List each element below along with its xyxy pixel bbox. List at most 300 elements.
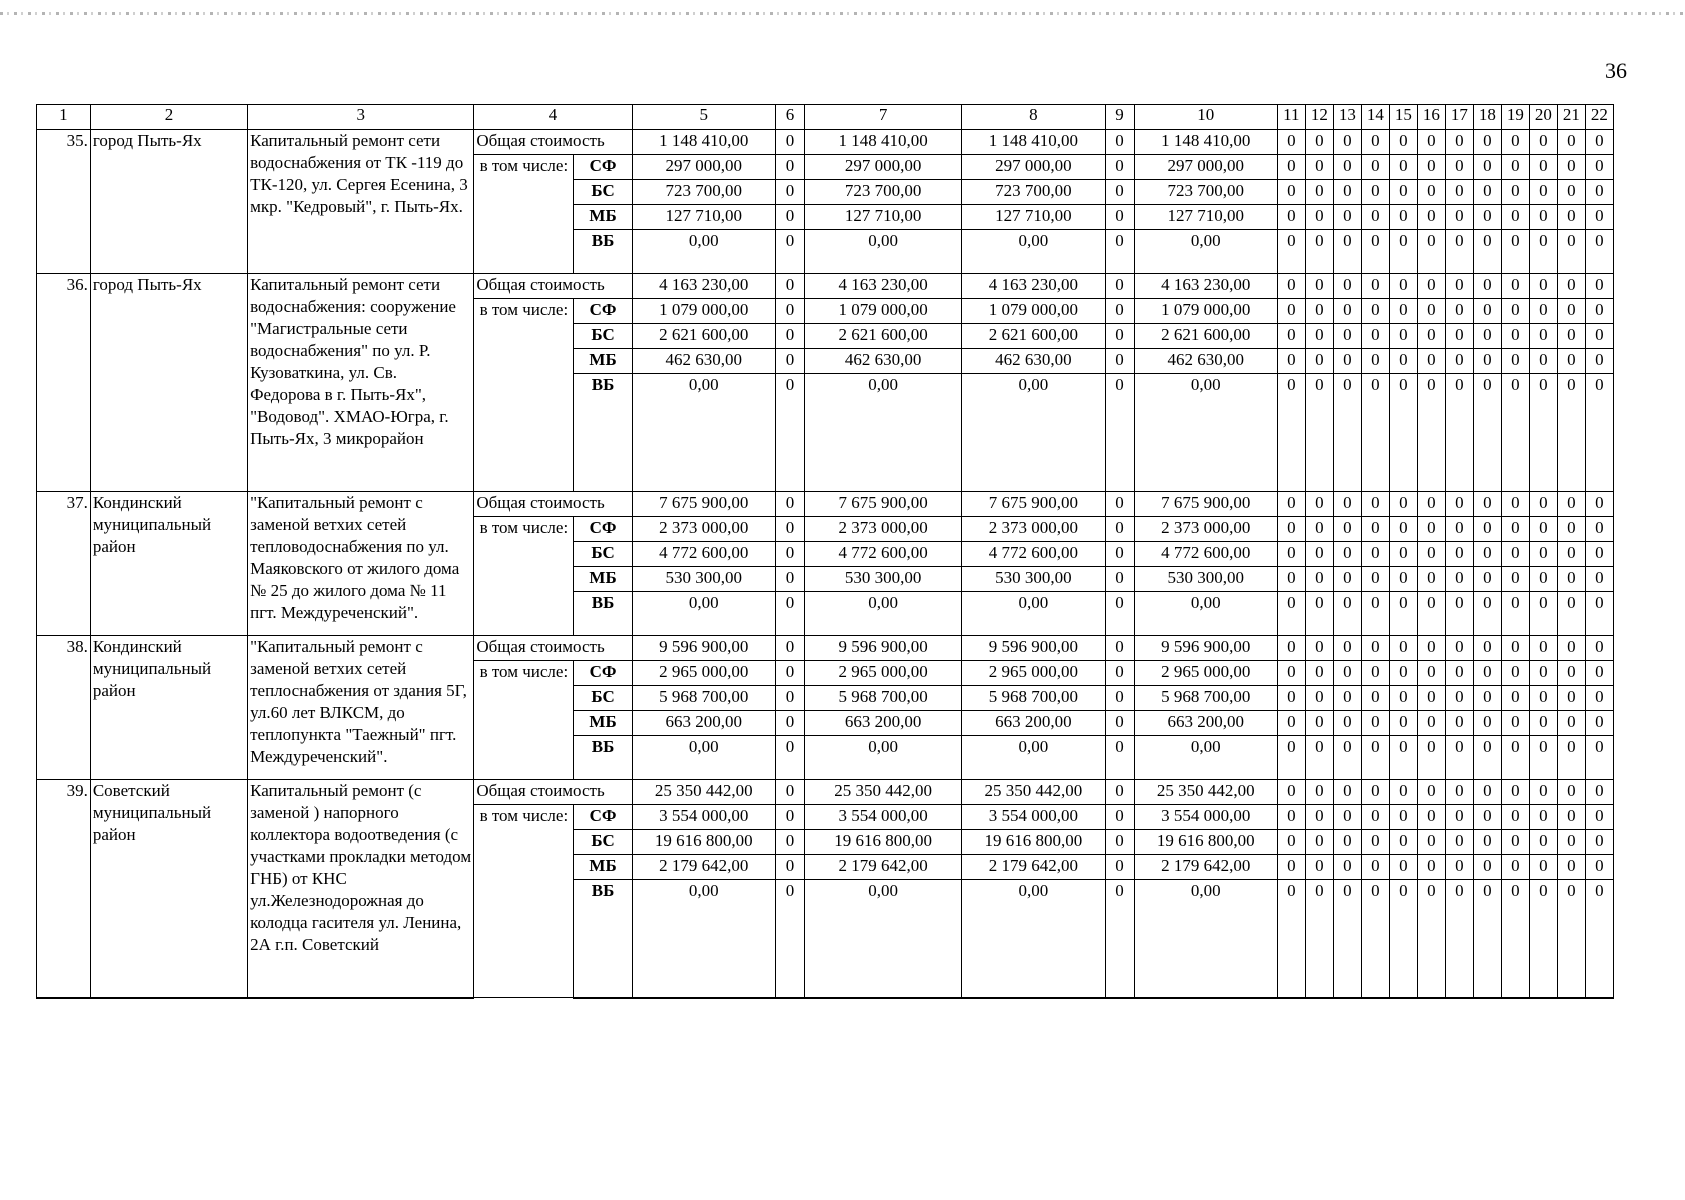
col10-total: 4 163 230,00	[1134, 274, 1277, 299]
col7-value: 0,00	[804, 230, 961, 274]
municipality-cell: Кондинский муниципальный район	[90, 492, 247, 636]
col17-zero: 0	[1445, 299, 1473, 324]
col14-zero: 0	[1361, 592, 1389, 636]
col15-zero: 0	[1389, 130, 1417, 155]
col15-zero: 0	[1389, 592, 1417, 636]
col20-zero: 0	[1529, 324, 1557, 349]
col8-value: 0,00	[962, 592, 1105, 636]
col13-zero: 0	[1333, 324, 1361, 349]
table-row	[37, 130, 1614, 155]
col14-zero: 0	[1361, 205, 1389, 230]
col17-zero: 0	[1445, 567, 1473, 592]
description-cell: "Капитальный ремонт с заменой ветхих сетей теплоснабжения от здания 5Г, ул.60 лет ВЛКСМ, до теплопункта "Таежный" пгт. Междуреченский".	[248, 636, 474, 780]
col21-zero: 0	[1557, 736, 1585, 780]
col9-zero: 0	[1105, 130, 1134, 155]
col14-zero: 0	[1361, 274, 1389, 299]
col9-zero: 0	[1105, 205, 1134, 230]
col12-zero: 0	[1305, 180, 1333, 205]
col16-zero: 0	[1417, 155, 1445, 180]
col10-value: 0,00	[1134, 880, 1277, 998]
col9-zero: 0	[1105, 736, 1134, 780]
col19-zero: 0	[1501, 374, 1529, 492]
column-header: 19	[1501, 105, 1529, 130]
col7-total: 9 596 900,00	[804, 636, 961, 661]
col18-zero: 0	[1473, 274, 1501, 299]
col16-zero: 0	[1417, 780, 1445, 805]
col9-zero: 0	[1105, 155, 1134, 180]
col6-zero: 0	[775, 592, 804, 636]
column-header: 17	[1445, 105, 1473, 130]
col20-zero: 0	[1529, 880, 1557, 998]
column-header: 11	[1277, 105, 1305, 130]
col7-value: 462 630,00	[804, 349, 961, 374]
col17-zero: 0	[1445, 492, 1473, 517]
col19-zero: 0	[1501, 517, 1529, 542]
col16-zero: 0	[1417, 299, 1445, 324]
col17-zero: 0	[1445, 205, 1473, 230]
col10-total: 25 350 442,00	[1134, 780, 1277, 805]
col20-zero: 0	[1529, 274, 1557, 299]
col11-zero: 0	[1277, 155, 1305, 180]
col9-zero: 0	[1105, 805, 1134, 830]
col10-value: 1 079 000,00	[1134, 299, 1277, 324]
col20-zero: 0	[1529, 349, 1557, 374]
col21-zero: 0	[1557, 542, 1585, 567]
col13-zero: 0	[1333, 592, 1361, 636]
col14-zero: 0	[1361, 736, 1389, 780]
source-label: ВБ	[574, 736, 632, 780]
row-index: 38.	[37, 636, 91, 780]
col18-zero: 0	[1473, 205, 1501, 230]
col22-zero: 0	[1585, 711, 1613, 736]
col8-value: 127 710,00	[962, 205, 1105, 230]
col9-zero: 0	[1105, 855, 1134, 880]
col6-zero: 0	[775, 299, 804, 324]
col18-zero: 0	[1473, 155, 1501, 180]
column-header: 16	[1417, 105, 1445, 130]
col9-zero: 0	[1105, 324, 1134, 349]
col21-zero: 0	[1557, 661, 1585, 686]
row-index: 36.	[37, 274, 91, 492]
col16-zero: 0	[1417, 686, 1445, 711]
col18-zero: 0	[1473, 542, 1501, 567]
col17-zero: 0	[1445, 374, 1473, 492]
col10-total: 9 596 900,00	[1134, 636, 1277, 661]
col20-zero: 0	[1529, 299, 1557, 324]
col16-zero: 0	[1417, 492, 1445, 517]
col12-zero: 0	[1305, 592, 1333, 636]
col6-zero: 0	[775, 830, 804, 855]
source-label: СФ	[574, 155, 632, 180]
col7-value: 0,00	[804, 736, 961, 780]
col9-zero: 0	[1105, 636, 1134, 661]
col21-zero: 0	[1557, 349, 1585, 374]
col13-zero: 0	[1333, 805, 1361, 830]
col10-value: 2 965 000,00	[1134, 661, 1277, 686]
col21-zero: 0	[1557, 230, 1585, 274]
col8-value: 0,00	[962, 880, 1105, 998]
col9-zero: 0	[1105, 180, 1134, 205]
col9-zero: 0	[1105, 780, 1134, 805]
col18-zero: 0	[1473, 349, 1501, 374]
col8-total: 1 148 410,00	[962, 130, 1105, 155]
col11-zero: 0	[1277, 349, 1305, 374]
col6-zero: 0	[775, 130, 804, 155]
col19-zero: 0	[1501, 274, 1529, 299]
col13-zero: 0	[1333, 130, 1361, 155]
col21-zero: 0	[1557, 180, 1585, 205]
col22-zero: 0	[1585, 299, 1613, 324]
source-label: БС	[574, 830, 632, 855]
col5-value: 0,00	[632, 736, 775, 780]
col5-value: 2 373 000,00	[632, 517, 775, 542]
col12-zero: 0	[1305, 661, 1333, 686]
col18-zero: 0	[1473, 299, 1501, 324]
col14-zero: 0	[1361, 567, 1389, 592]
col7-value: 2 179 642,00	[804, 855, 961, 880]
column-header: 10	[1134, 105, 1277, 130]
col5-value: 0,00	[632, 374, 775, 492]
col22-zero: 0	[1585, 686, 1613, 711]
col12-zero: 0	[1305, 155, 1333, 180]
row-index: 39.	[37, 780, 91, 998]
col10-value: 2 179 642,00	[1134, 855, 1277, 880]
col12-zero: 0	[1305, 686, 1333, 711]
column-header: 7	[804, 105, 961, 130]
col14-zero: 0	[1361, 880, 1389, 998]
col19-zero: 0	[1501, 711, 1529, 736]
col14-zero: 0	[1361, 374, 1389, 492]
col12-zero: 0	[1305, 349, 1333, 374]
source-label: СФ	[574, 805, 632, 830]
col11-zero: 0	[1277, 592, 1305, 636]
source-label: ВБ	[574, 374, 632, 492]
col19-zero: 0	[1501, 492, 1529, 517]
col20-zero: 0	[1529, 517, 1557, 542]
col20-zero: 0	[1529, 492, 1557, 517]
column-header: 14	[1361, 105, 1389, 130]
col8-value: 4 772 600,00	[962, 542, 1105, 567]
col20-zero: 0	[1529, 686, 1557, 711]
col5-value: 0,00	[632, 230, 775, 274]
column-header: 20	[1529, 105, 1557, 130]
scan-noise-line	[0, 12, 1685, 15]
col5-value: 4 772 600,00	[632, 542, 775, 567]
col13-zero: 0	[1333, 230, 1361, 274]
col20-zero: 0	[1529, 805, 1557, 830]
col13-zero: 0	[1333, 542, 1361, 567]
col10-total: 1 148 410,00	[1134, 130, 1277, 155]
col21-zero: 0	[1557, 830, 1585, 855]
col10-value: 0,00	[1134, 230, 1277, 274]
col13-zero: 0	[1333, 180, 1361, 205]
col6-zero: 0	[775, 349, 804, 374]
col19-zero: 0	[1501, 592, 1529, 636]
column-header: 12	[1305, 105, 1333, 130]
col19-zero: 0	[1501, 661, 1529, 686]
col7-total: 1 148 410,00	[804, 130, 961, 155]
table-row	[37, 274, 1614, 299]
col11-zero: 0	[1277, 299, 1305, 324]
municipality-cell: город Пыть-Ях	[90, 130, 247, 274]
col7-total: 7 675 900,00	[804, 492, 961, 517]
col17-zero: 0	[1445, 711, 1473, 736]
col19-zero: 0	[1501, 855, 1529, 880]
col5-value: 462 630,00	[632, 349, 775, 374]
col12-zero: 0	[1305, 492, 1333, 517]
col19-zero: 0	[1501, 130, 1529, 155]
col16-zero: 0	[1417, 349, 1445, 374]
col22-zero: 0	[1585, 592, 1613, 636]
col18-zero: 0	[1473, 805, 1501, 830]
col20-zero: 0	[1529, 711, 1557, 736]
column-header: 9	[1105, 105, 1134, 130]
col6-zero: 0	[775, 686, 804, 711]
col14-zero: 0	[1361, 686, 1389, 711]
col15-zero: 0	[1389, 180, 1417, 205]
col18-zero: 0	[1473, 855, 1501, 880]
col22-zero: 0	[1585, 736, 1613, 780]
col11-zero: 0	[1277, 205, 1305, 230]
column-header: 18	[1473, 105, 1501, 130]
col5-value: 2 179 642,00	[632, 855, 775, 880]
col14-zero: 0	[1361, 805, 1389, 830]
col6-zero: 0	[775, 542, 804, 567]
col21-zero: 0	[1557, 274, 1585, 299]
col17-zero: 0	[1445, 349, 1473, 374]
col16-zero: 0	[1417, 736, 1445, 780]
column-header: 2	[90, 105, 247, 130]
col10-value: 297 000,00	[1134, 155, 1277, 180]
col15-zero: 0	[1389, 492, 1417, 517]
col10-value: 0,00	[1134, 374, 1277, 492]
col7-value: 530 300,00	[804, 567, 961, 592]
col20-zero: 0	[1529, 780, 1557, 805]
col20-zero: 0	[1529, 542, 1557, 567]
col10-value: 663 200,00	[1134, 711, 1277, 736]
col16-zero: 0	[1417, 592, 1445, 636]
col6-zero: 0	[775, 517, 804, 542]
col21-zero: 0	[1557, 205, 1585, 230]
col8-value: 1 079 000,00	[962, 299, 1105, 324]
column-header: 6	[775, 105, 804, 130]
col18-zero: 0	[1473, 324, 1501, 349]
source-label: БС	[574, 542, 632, 567]
col6-zero: 0	[775, 780, 804, 805]
col17-zero: 0	[1445, 636, 1473, 661]
column-header: 21	[1557, 105, 1585, 130]
col5-value: 0,00	[632, 880, 775, 998]
col5-value: 297 000,00	[632, 155, 775, 180]
col22-zero: 0	[1585, 324, 1613, 349]
source-label: БС	[574, 180, 632, 205]
col21-zero: 0	[1557, 805, 1585, 830]
col17-zero: 0	[1445, 517, 1473, 542]
col20-zero: 0	[1529, 661, 1557, 686]
col11-zero: 0	[1277, 855, 1305, 880]
total-label: Общая стоимость	[474, 780, 632, 805]
col6-zero: 0	[775, 374, 804, 492]
source-label: МБ	[574, 205, 632, 230]
col12-zero: 0	[1305, 830, 1333, 855]
col8-value: 3 554 000,00	[962, 805, 1105, 830]
col15-zero: 0	[1389, 274, 1417, 299]
col17-zero: 0	[1445, 180, 1473, 205]
column-header: 3	[248, 105, 474, 130]
col6-zero: 0	[775, 274, 804, 299]
col10-total: 7 675 900,00	[1134, 492, 1277, 517]
col8-total: 9 596 900,00	[962, 636, 1105, 661]
col10-value: 723 700,00	[1134, 180, 1277, 205]
col15-zero: 0	[1389, 349, 1417, 374]
col11-zero: 0	[1277, 686, 1305, 711]
col11-zero: 0	[1277, 567, 1305, 592]
col13-zero: 0	[1333, 155, 1361, 180]
col6-zero: 0	[775, 661, 804, 686]
col20-zero: 0	[1529, 205, 1557, 230]
col18-zero: 0	[1473, 830, 1501, 855]
col8-value: 530 300,00	[962, 567, 1105, 592]
col12-zero: 0	[1305, 205, 1333, 230]
col17-zero: 0	[1445, 805, 1473, 830]
including-label: в том числе:	[474, 155, 574, 274]
col19-zero: 0	[1501, 780, 1529, 805]
col13-zero: 0	[1333, 880, 1361, 998]
col12-zero: 0	[1305, 805, 1333, 830]
col8-total: 7 675 900,00	[962, 492, 1105, 517]
col10-value: 0,00	[1134, 736, 1277, 780]
col13-zero: 0	[1333, 517, 1361, 542]
col20-zero: 0	[1529, 830, 1557, 855]
col12-zero: 0	[1305, 880, 1333, 998]
col17-zero: 0	[1445, 324, 1473, 349]
col9-zero: 0	[1105, 711, 1134, 736]
col16-zero: 0	[1417, 324, 1445, 349]
col14-zero: 0	[1361, 542, 1389, 567]
col15-zero: 0	[1389, 805, 1417, 830]
col18-zero: 0	[1473, 780, 1501, 805]
col13-zero: 0	[1333, 299, 1361, 324]
col8-value: 2 179 642,00	[962, 855, 1105, 880]
col20-zero: 0	[1529, 180, 1557, 205]
col22-zero: 0	[1585, 205, 1613, 230]
col5-value: 5 968 700,00	[632, 686, 775, 711]
col15-zero: 0	[1389, 880, 1417, 998]
col16-zero: 0	[1417, 230, 1445, 274]
description-cell: Капитальный ремонт сети водоснабжения: сооружение "Магистральные сети водоснабжения" по ул. Р. Кузоваткина, ул. Св. Федорова в г. Пыть-Ях", "Водовод". ХМАО-Югра, г. Пыть-Ях, 3 микрорайон	[248, 274, 474, 492]
row-index: 35.	[37, 130, 91, 274]
col15-zero: 0	[1389, 205, 1417, 230]
col7-value: 297 000,00	[804, 155, 961, 180]
col8-total: 25 350 442,00	[962, 780, 1105, 805]
col20-zero: 0	[1529, 736, 1557, 780]
col14-zero: 0	[1361, 130, 1389, 155]
source-label: МБ	[574, 567, 632, 592]
col21-zero: 0	[1557, 517, 1585, 542]
col5-total: 1 148 410,00	[632, 130, 775, 155]
col19-zero: 0	[1501, 299, 1529, 324]
source-label: СФ	[574, 661, 632, 686]
col8-value: 2 621 600,00	[962, 324, 1105, 349]
col5-total: 4 163 230,00	[632, 274, 775, 299]
col15-zero: 0	[1389, 299, 1417, 324]
source-label: СФ	[574, 517, 632, 542]
col5-value: 19 616 800,00	[632, 830, 775, 855]
col15-zero: 0	[1389, 736, 1417, 780]
col10-value: 5 968 700,00	[1134, 686, 1277, 711]
col15-zero: 0	[1389, 230, 1417, 274]
col16-zero: 0	[1417, 542, 1445, 567]
col9-zero: 0	[1105, 661, 1134, 686]
col22-zero: 0	[1585, 374, 1613, 492]
col6-zero: 0	[775, 636, 804, 661]
col19-zero: 0	[1501, 324, 1529, 349]
col20-zero: 0	[1529, 155, 1557, 180]
col14-zero: 0	[1361, 517, 1389, 542]
municipality-cell: Кондинский муниципальный район	[90, 636, 247, 780]
col6-zero: 0	[775, 230, 804, 274]
col11-zero: 0	[1277, 711, 1305, 736]
total-label: Общая стоимость	[474, 130, 632, 155]
col18-zero: 0	[1473, 567, 1501, 592]
col7-value: 127 710,00	[804, 205, 961, 230]
col7-value: 0,00	[804, 880, 961, 998]
col17-zero: 0	[1445, 130, 1473, 155]
col11-zero: 0	[1277, 780, 1305, 805]
col6-zero: 0	[775, 205, 804, 230]
col17-zero: 0	[1445, 880, 1473, 998]
col18-zero: 0	[1473, 661, 1501, 686]
including-label: в том числе:	[474, 517, 574, 636]
col22-zero: 0	[1585, 855, 1613, 880]
col5-value: 2 965 000,00	[632, 661, 775, 686]
col11-zero: 0	[1277, 661, 1305, 686]
col15-zero: 0	[1389, 686, 1417, 711]
col12-zero: 0	[1305, 542, 1333, 567]
column-header: 4	[474, 105, 632, 130]
col18-zero: 0	[1473, 711, 1501, 736]
col10-value: 462 630,00	[1134, 349, 1277, 374]
col9-zero: 0	[1105, 230, 1134, 274]
including-label: в том числе:	[474, 661, 574, 780]
col12-zero: 0	[1305, 567, 1333, 592]
col14-zero: 0	[1361, 230, 1389, 274]
col7-value: 4 772 600,00	[804, 542, 961, 567]
col13-zero: 0	[1333, 830, 1361, 855]
col6-zero: 0	[775, 155, 804, 180]
col21-zero: 0	[1557, 880, 1585, 998]
col7-value: 2 621 600,00	[804, 324, 961, 349]
table-row	[37, 636, 1614, 661]
column-header: 1	[37, 105, 91, 130]
col18-zero: 0	[1473, 180, 1501, 205]
col20-zero: 0	[1529, 130, 1557, 155]
col21-zero: 0	[1557, 711, 1585, 736]
col14-zero: 0	[1361, 711, 1389, 736]
col15-zero: 0	[1389, 830, 1417, 855]
col10-value: 530 300,00	[1134, 567, 1277, 592]
col7-value: 3 554 000,00	[804, 805, 961, 830]
col17-zero: 0	[1445, 830, 1473, 855]
source-label: ВБ	[574, 592, 632, 636]
col5-value: 3 554 000,00	[632, 805, 775, 830]
col20-zero: 0	[1529, 230, 1557, 274]
col21-zero: 0	[1557, 686, 1585, 711]
col19-zero: 0	[1501, 349, 1529, 374]
col9-zero: 0	[1105, 592, 1134, 636]
col9-zero: 0	[1105, 299, 1134, 324]
description-cell: Капитальный ремонт сети водоснабжения от ТК -119 до ТК-120, ул. Сергея Есенина, 3 мкр. "Кедровый", г. Пыть-Ях.	[248, 130, 474, 274]
